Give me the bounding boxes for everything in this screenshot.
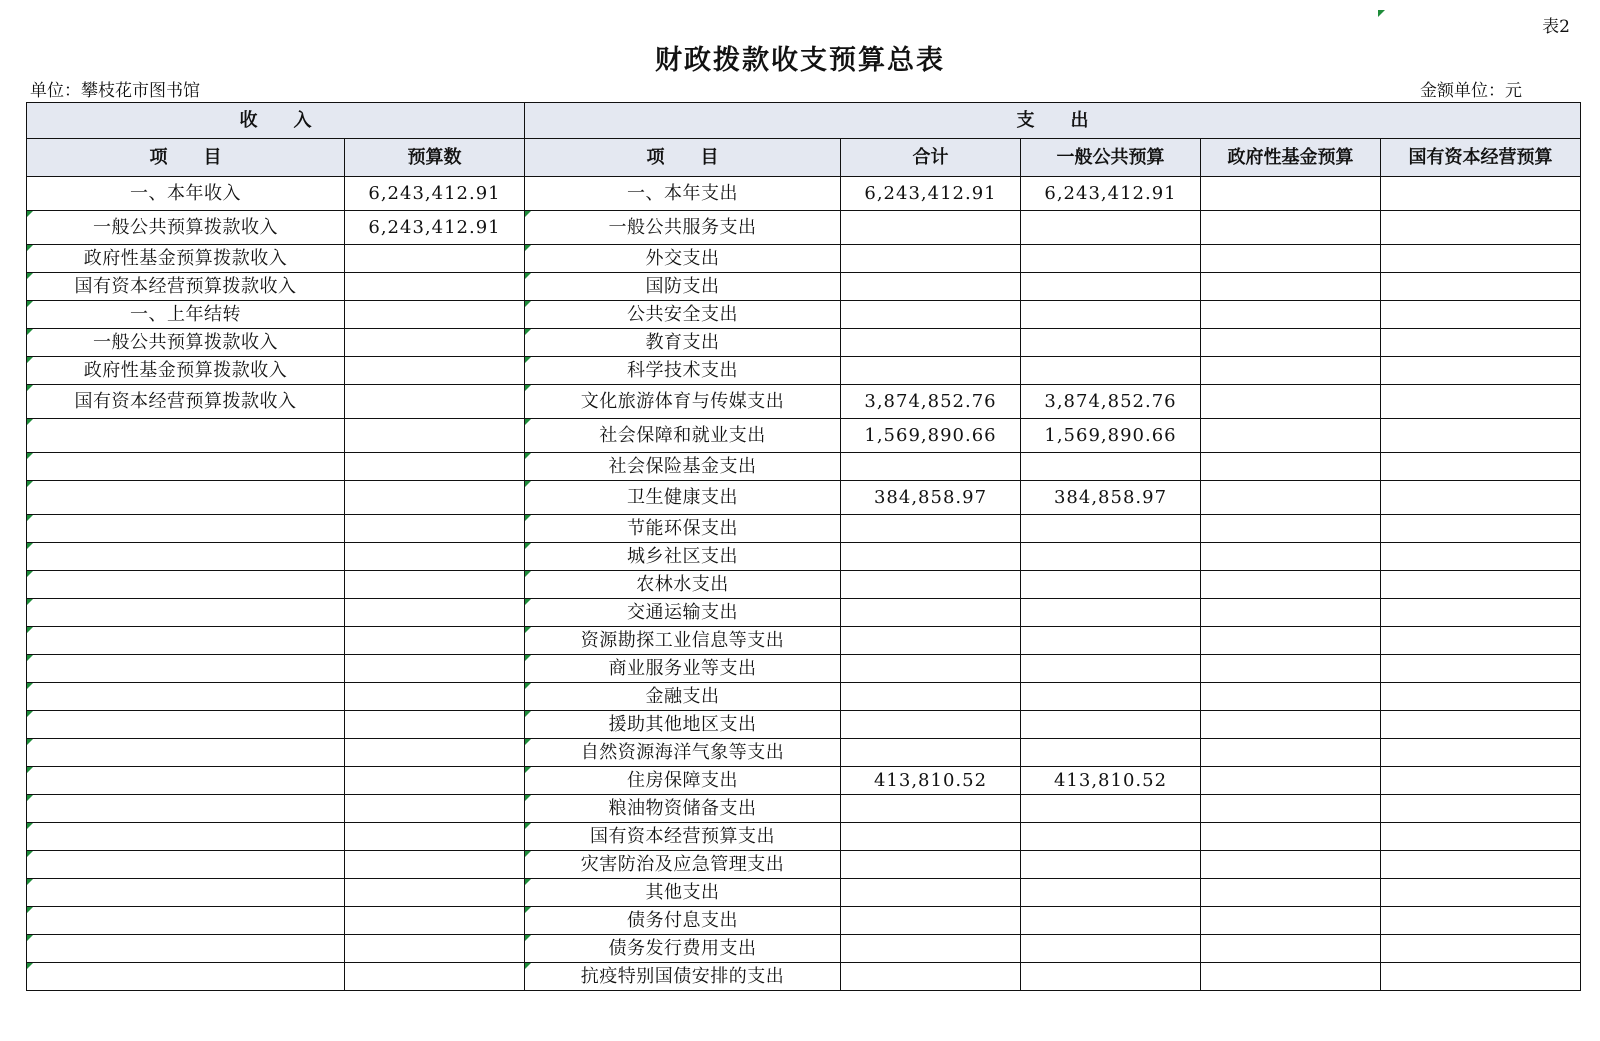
expense-item-cell: 灾害防治及应急管理支出 xyxy=(525,851,841,879)
gov-fund-cell xyxy=(1201,711,1381,739)
corner-marker xyxy=(1378,10,1385,17)
income-amount-cell xyxy=(345,571,525,599)
table-row xyxy=(27,177,1581,211)
amount-unit-label: 金额单位：元 xyxy=(1420,81,1522,101)
expense-item-cell: 金融支出 xyxy=(525,683,841,711)
gov-fund-budget-header: 政府性基金预算 xyxy=(1201,139,1381,177)
state-capital-cell xyxy=(1381,823,1581,851)
table-row xyxy=(27,419,1581,453)
total-cell: 6,243,412.91 xyxy=(841,177,1021,211)
income-item-cell xyxy=(27,739,345,767)
state-capital-cell xyxy=(1381,795,1581,823)
general-budget-cell xyxy=(1021,627,1201,655)
expense-item-cell: 其他支出 xyxy=(525,879,841,907)
income-amount-cell xyxy=(345,907,525,935)
total-cell xyxy=(841,935,1021,963)
income-section-header: 收 入 xyxy=(27,103,525,139)
general-budget-cell xyxy=(1021,357,1201,385)
general-budget-cell xyxy=(1021,907,1201,935)
gov-fund-cell xyxy=(1201,273,1381,301)
table-row xyxy=(27,301,1581,329)
expense-item-cell: 城乡社区支出 xyxy=(525,543,841,571)
income-item-header: 项 目 xyxy=(27,139,345,177)
gov-fund-cell xyxy=(1201,851,1381,879)
income-amount-cell: 6,243,412.91 xyxy=(345,211,525,245)
state-capital-cell xyxy=(1381,211,1581,245)
table-row xyxy=(27,683,1581,711)
income-amount-cell xyxy=(345,823,525,851)
state-capital-cell xyxy=(1381,515,1581,543)
income-amount-cell xyxy=(345,851,525,879)
state-capital-cell xyxy=(1381,571,1581,599)
table-row xyxy=(27,453,1581,481)
state-capital-cell xyxy=(1381,907,1581,935)
total-cell xyxy=(841,739,1021,767)
state-capital-cell xyxy=(1381,177,1581,211)
expense-item-cell: 一、本年支出 xyxy=(525,177,841,211)
gov-fund-cell xyxy=(1201,543,1381,571)
total-cell xyxy=(841,599,1021,627)
gov-fund-cell xyxy=(1201,795,1381,823)
state-capital-cell xyxy=(1381,683,1581,711)
gov-fund-cell xyxy=(1201,211,1381,245)
total-cell: 413,810.52 xyxy=(841,767,1021,795)
expense-item-cell: 商业服务业等支出 xyxy=(525,655,841,683)
expense-item-cell: 抗疫特别国债安排的支出 xyxy=(525,963,841,991)
state-capital-cell xyxy=(1381,655,1581,683)
general-budget-cell xyxy=(1021,795,1201,823)
total-cell: 1,569,890.66 xyxy=(841,419,1021,453)
income-amount-cell xyxy=(345,935,525,963)
total-cell: 3,874,852.76 xyxy=(841,385,1021,419)
income-amount-cell xyxy=(345,655,525,683)
state-capital-cell xyxy=(1381,599,1581,627)
general-budget-cell xyxy=(1021,329,1201,357)
gov-fund-cell xyxy=(1201,419,1381,453)
table-row xyxy=(27,329,1581,357)
expense-item-cell: 国防支出 xyxy=(525,273,841,301)
state-capital-cell xyxy=(1381,963,1581,991)
table-row xyxy=(27,963,1581,991)
income-amount-cell xyxy=(345,739,525,767)
table-row xyxy=(27,543,1581,571)
table-row xyxy=(27,481,1581,515)
income-item-cell xyxy=(27,823,345,851)
income-amount-cell xyxy=(345,767,525,795)
table-row xyxy=(27,245,1581,273)
gov-fund-cell xyxy=(1201,907,1381,935)
state-capital-cell xyxy=(1381,481,1581,515)
table-row xyxy=(27,739,1581,767)
total-cell xyxy=(841,655,1021,683)
state-capital-cell xyxy=(1381,419,1581,453)
budget-summary-table xyxy=(26,102,1581,991)
income-amount-cell xyxy=(345,711,525,739)
expense-item-cell: 粮油物资储备支出 xyxy=(525,795,841,823)
total-cell xyxy=(841,543,1021,571)
table-row xyxy=(27,879,1581,907)
gov-fund-cell xyxy=(1201,385,1381,419)
income-item-cell xyxy=(27,767,345,795)
total-header: 合计 xyxy=(841,139,1021,177)
state-capital-cell xyxy=(1381,385,1581,419)
general-budget-cell xyxy=(1021,655,1201,683)
expense-item-cell: 交通运输支出 xyxy=(525,599,841,627)
general-budget-cell xyxy=(1021,273,1201,301)
income-amount-cell xyxy=(345,963,525,991)
expense-item-cell: 债务付息支出 xyxy=(525,907,841,935)
expense-item-cell: 国有资本经营预算支出 xyxy=(525,823,841,851)
state-capital-cell xyxy=(1381,851,1581,879)
income-amount-cell xyxy=(345,329,525,357)
general-budget-cell xyxy=(1021,515,1201,543)
expense-item-header: 项 目 xyxy=(525,139,841,177)
gov-fund-cell xyxy=(1201,739,1381,767)
income-item-cell: 国有资本经营预算拨款收入 xyxy=(27,385,345,419)
expense-item-cell: 社会保障和就业支出 xyxy=(525,419,841,453)
income-amount-cell xyxy=(345,453,525,481)
header-row-sections xyxy=(27,103,1581,139)
income-amount-cell xyxy=(345,795,525,823)
general-budget-cell: 413,810.52 xyxy=(1021,767,1201,795)
gov-fund-cell xyxy=(1201,301,1381,329)
table-row xyxy=(27,385,1581,419)
income-item-cell: 国有资本经营预算拨款收入 xyxy=(27,273,345,301)
income-amount-cell xyxy=(345,515,525,543)
expense-item-cell: 援助其他地区支出 xyxy=(525,711,841,739)
state-capital-cell xyxy=(1381,879,1581,907)
income-amount-cell xyxy=(345,599,525,627)
general-budget-cell: 384,858.97 xyxy=(1021,481,1201,515)
general-budget-cell xyxy=(1021,683,1201,711)
gov-fund-cell xyxy=(1201,683,1381,711)
table-row xyxy=(27,515,1581,543)
table-row xyxy=(27,767,1581,795)
general-budget-cell xyxy=(1021,301,1201,329)
total-cell xyxy=(841,627,1021,655)
income-amount-cell xyxy=(345,385,525,419)
gov-fund-cell xyxy=(1201,879,1381,907)
income-item-cell xyxy=(27,599,345,627)
state-capital-cell xyxy=(1381,245,1581,273)
general-budget-cell: 6,243,412.91 xyxy=(1021,177,1201,211)
total-cell xyxy=(841,245,1021,273)
total-cell xyxy=(841,795,1021,823)
income-item-cell xyxy=(27,655,345,683)
expense-item-cell: 外交支出 xyxy=(525,245,841,273)
state-capital-cell xyxy=(1381,453,1581,481)
table-row xyxy=(27,627,1581,655)
income-item-cell xyxy=(27,543,345,571)
total-cell xyxy=(841,273,1021,301)
state-capital-cell xyxy=(1381,301,1581,329)
income-item-cell xyxy=(27,571,345,599)
budget-amount-header: 预算数 xyxy=(345,139,525,177)
general-budget-cell xyxy=(1021,823,1201,851)
total-cell xyxy=(841,357,1021,385)
income-item-cell: 一般公共预算拨款收入 xyxy=(27,211,345,245)
total-cell xyxy=(841,301,1021,329)
table-row xyxy=(27,907,1581,935)
income-item-cell xyxy=(27,963,345,991)
general-budget-cell xyxy=(1021,711,1201,739)
income-amount-cell xyxy=(345,357,525,385)
total-cell xyxy=(841,963,1021,991)
expense-section-header: 支 出 xyxy=(525,103,1581,139)
general-budget-cell: 1,569,890.66 xyxy=(1021,419,1201,453)
total-cell xyxy=(841,711,1021,739)
expense-item-cell: 节能环保支出 xyxy=(525,515,841,543)
gov-fund-cell xyxy=(1201,245,1381,273)
table-row xyxy=(27,935,1581,963)
income-amount-cell xyxy=(345,481,525,515)
income-item-cell xyxy=(27,515,345,543)
income-amount-cell xyxy=(345,419,525,453)
gov-fund-cell xyxy=(1201,935,1381,963)
header-row-columns xyxy=(27,139,1581,177)
expense-item-cell: 债务发行费用支出 xyxy=(525,935,841,963)
unit-label: 单位：攀枝花市图书馆 xyxy=(30,81,200,101)
income-item-cell xyxy=(27,683,345,711)
general-budget-cell xyxy=(1021,599,1201,627)
table-row xyxy=(27,795,1581,823)
income-item-cell: 一般公共预算拨款收入 xyxy=(27,329,345,357)
income-item-cell: 政府性基金预算拨款收入 xyxy=(27,245,345,273)
gov-fund-cell xyxy=(1201,571,1381,599)
state-capital-cell xyxy=(1381,767,1581,795)
total-cell: 384,858.97 xyxy=(841,481,1021,515)
income-item-cell xyxy=(27,907,345,935)
general-budget-cell xyxy=(1021,211,1201,245)
income-amount-cell xyxy=(345,301,525,329)
income-item-cell xyxy=(27,851,345,879)
total-cell xyxy=(841,329,1021,357)
income-item-cell xyxy=(27,879,345,907)
state-capital-cell xyxy=(1381,627,1581,655)
income-amount-cell xyxy=(345,543,525,571)
state-capital-cell xyxy=(1381,357,1581,385)
table-body xyxy=(27,177,1581,991)
general-public-budget-header: 一般公共预算 xyxy=(1021,139,1201,177)
table-row xyxy=(27,571,1581,599)
expense-item-cell: 住房保障支出 xyxy=(525,767,841,795)
total-cell xyxy=(841,683,1021,711)
gov-fund-cell xyxy=(1201,453,1381,481)
income-amount-cell xyxy=(345,245,525,273)
income-amount-cell xyxy=(345,879,525,907)
gov-fund-cell xyxy=(1201,357,1381,385)
income-item-cell: 一、本年收入 xyxy=(27,177,345,211)
expense-item-cell: 科学技术支出 xyxy=(525,357,841,385)
gov-fund-cell xyxy=(1201,515,1381,543)
income-item-cell xyxy=(27,795,345,823)
general-budget-cell xyxy=(1021,739,1201,767)
general-budget-cell xyxy=(1021,963,1201,991)
gov-fund-cell xyxy=(1201,963,1381,991)
state-capital-cell xyxy=(1381,935,1581,963)
income-item-cell xyxy=(27,935,345,963)
general-budget-cell xyxy=(1021,851,1201,879)
state-capital-cell xyxy=(1381,329,1581,357)
total-cell xyxy=(841,879,1021,907)
state-capital-cell xyxy=(1381,273,1581,301)
state-capital-cell xyxy=(1381,711,1581,739)
table-row xyxy=(27,273,1581,301)
gov-fund-cell xyxy=(1201,823,1381,851)
income-item-cell xyxy=(27,481,345,515)
expense-item-cell: 资源勘探工业信息等支出 xyxy=(525,627,841,655)
general-budget-cell xyxy=(1021,245,1201,273)
gov-fund-cell xyxy=(1201,627,1381,655)
gov-fund-cell xyxy=(1201,767,1381,795)
table-row xyxy=(27,655,1581,683)
income-item-cell: 一、上年结转 xyxy=(27,301,345,329)
income-item-cell: 政府性基金预算拨款收入 xyxy=(27,357,345,385)
state-capital-cell xyxy=(1381,543,1581,571)
total-cell xyxy=(841,907,1021,935)
expense-item-cell: 自然资源海洋气象等支出 xyxy=(525,739,841,767)
expense-item-cell: 文化旅游体育与传媒支出 xyxy=(525,385,841,419)
general-budget-cell xyxy=(1021,571,1201,599)
gov-fund-cell xyxy=(1201,599,1381,627)
total-cell xyxy=(841,851,1021,879)
total-cell xyxy=(841,211,1021,245)
table-row xyxy=(27,599,1581,627)
table-row xyxy=(27,851,1581,879)
table-row xyxy=(27,357,1581,385)
total-cell xyxy=(841,515,1021,543)
income-amount-cell xyxy=(345,627,525,655)
state-capital-cell xyxy=(1381,739,1581,767)
gov-fund-cell xyxy=(1201,481,1381,515)
expense-item-cell: 公共安全支出 xyxy=(525,301,841,329)
gov-fund-cell xyxy=(1201,177,1381,211)
page-title: 财政拨款收支预算总表 xyxy=(655,45,945,76)
income-amount-cell xyxy=(345,273,525,301)
income-item-cell xyxy=(27,711,345,739)
table-row xyxy=(27,823,1581,851)
state-capital-budget-header: 国有资本经营预算 xyxy=(1381,139,1581,177)
income-amount-cell xyxy=(345,683,525,711)
income-item-cell xyxy=(27,627,345,655)
gov-fund-cell xyxy=(1201,329,1381,357)
expense-item-cell: 卫生健康支出 xyxy=(525,481,841,515)
expense-item-cell: 教育支出 xyxy=(525,329,841,357)
income-item-cell xyxy=(27,419,345,453)
total-cell xyxy=(841,453,1021,481)
table-number: 表2 xyxy=(1542,17,1570,37)
general-budget-cell xyxy=(1021,453,1201,481)
general-budget-cell xyxy=(1021,879,1201,907)
table-row xyxy=(27,211,1581,245)
total-cell xyxy=(841,571,1021,599)
general-budget-cell xyxy=(1021,935,1201,963)
total-cell xyxy=(841,823,1021,851)
income-item-cell xyxy=(27,453,345,481)
table-row xyxy=(27,711,1581,739)
general-budget-cell: 3,874,852.76 xyxy=(1021,385,1201,419)
expense-item-cell: 一般公共服务支出 xyxy=(525,211,841,245)
income-amount-cell: 6,243,412.91 xyxy=(345,177,525,211)
expense-item-cell: 社会保险基金支出 xyxy=(525,453,841,481)
general-budget-cell xyxy=(1021,543,1201,571)
gov-fund-cell xyxy=(1201,655,1381,683)
expense-item-cell: 农林水支出 xyxy=(525,571,841,599)
